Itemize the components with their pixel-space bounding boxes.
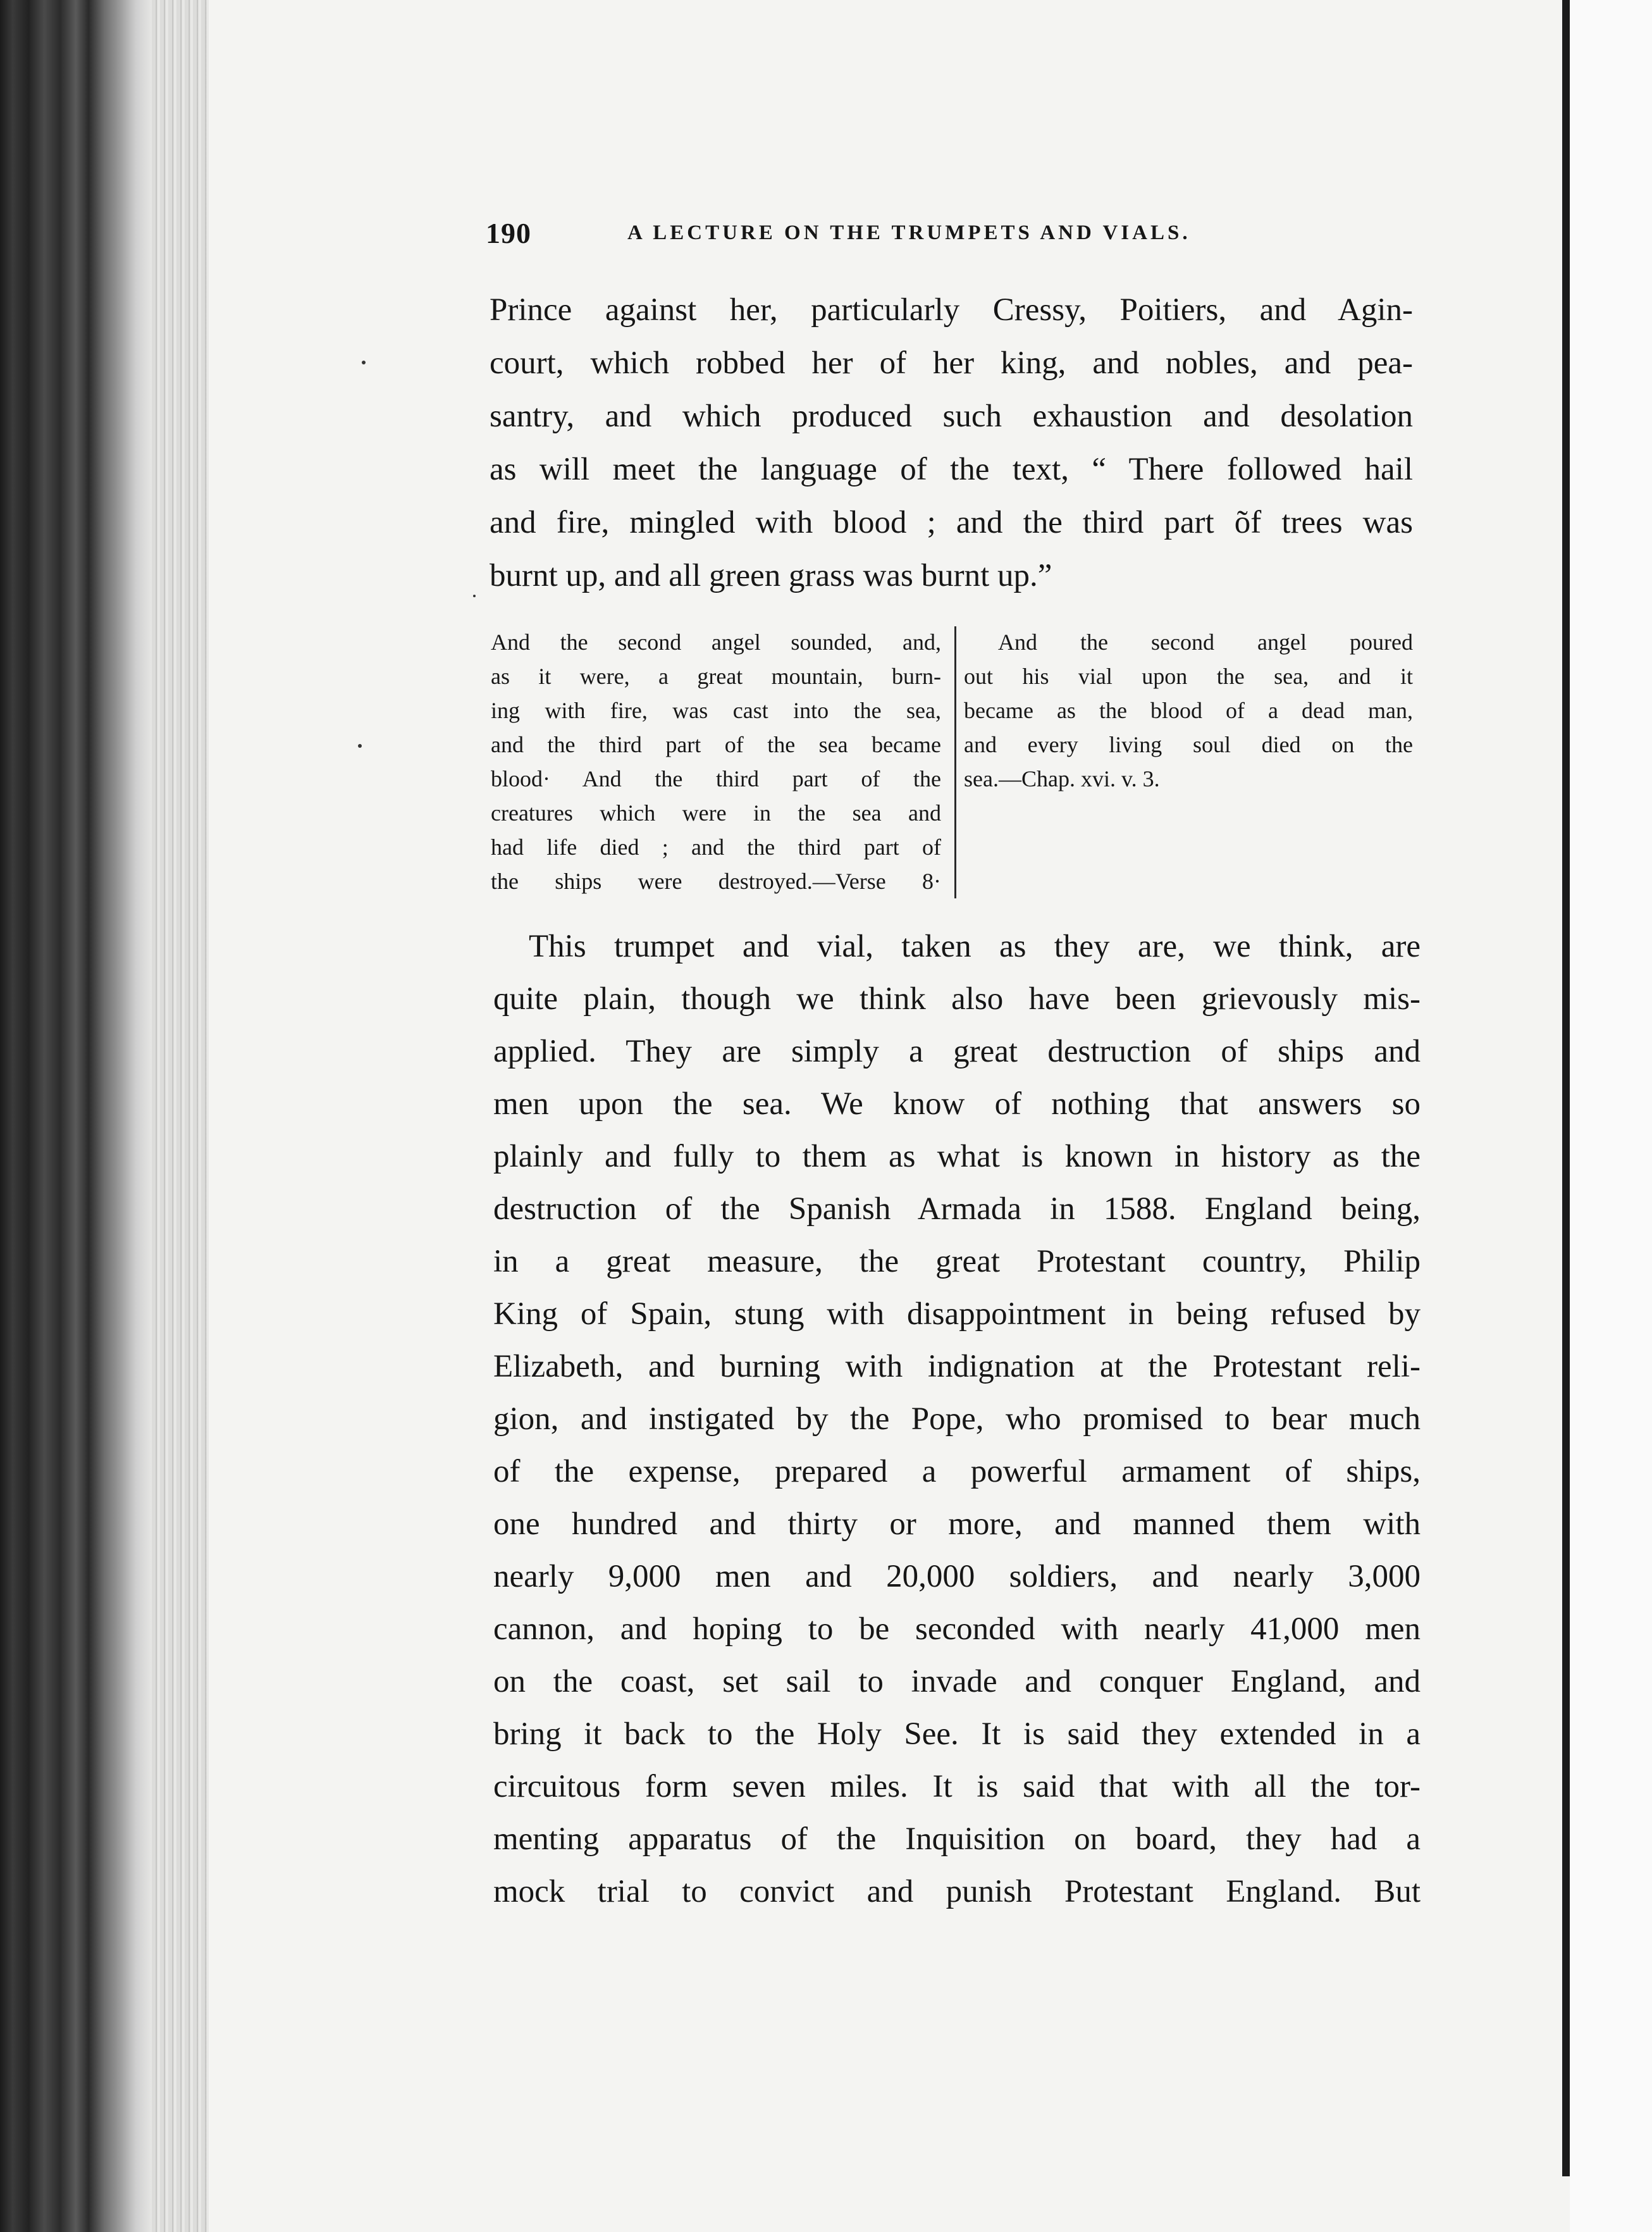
text-line: nearly 9,000 men and 20,000 soldiers, and nearly 3,000 — [493, 1559, 1421, 1594]
page-edges — [152, 0, 209, 2232]
page-header — [486, 216, 1271, 254]
column-line: creatures which were in the sea and — [491, 800, 941, 826]
text-line: gion, and instigated by the Pope, who promised to bear much — [493, 1401, 1421, 1437]
text-line: as will meet the language of the text, “ There followed hail — [490, 452, 1413, 487]
page-number: 190 — [486, 217, 531, 249]
page-edge-shadow — [1562, 0, 1570, 2176]
scan-margin — [1570, 0, 1652, 2232]
text-line: on the coast, set sail to invade and conquer England, and — [493, 1664, 1421, 1699]
text-line: applied. They are simply a great destruction of ships and — [493, 1034, 1421, 1069]
text-line: santry, and which produced such exhaustion and desolation — [490, 399, 1413, 434]
text-line: court, which robbed her of her king, and nobles, and pea- — [490, 345, 1413, 381]
print-speck — [473, 595, 476, 597]
column-line: and every living soul died on the — [964, 732, 1413, 757]
text-line: of the expense, prepared a powerful armament of ships, — [493, 1454, 1421, 1489]
text-line: in a great measure, the great Protestant country, Philip — [493, 1244, 1421, 1279]
text-line: mock trial to convict and punish Protestant England. But — [493, 1874, 1421, 1909]
column-line: as it were, a great mountain, burn- — [491, 664, 941, 689]
column-line: And the second angel poured — [998, 629, 1413, 655]
column-line: ing with fire, was cast into the sea, — [491, 698, 941, 723]
text-line: Prince against her, particularly Cressy, Poitiers, and Agin- — [490, 292, 1413, 328]
print-speck — [362, 361, 366, 364]
column-line: and the third part of the sea became — [491, 732, 941, 757]
column-line: the ships were destroyed.—Verse 8· — [491, 869, 941, 894]
text-line: burnt up, and all green grass was burnt up.” — [490, 558, 1052, 593]
column-line: And the second angel sounded, and, — [491, 629, 941, 655]
text-line: bring it back to the Holy See. It is said they extended in a — [493, 1716, 1421, 1752]
column-line: became as the blood of a dead man, — [964, 698, 1413, 723]
text-line: This trumpet and vial, taken as they are, we think, are — [529, 929, 1421, 964]
column-line: out his vial upon the sea, and it — [964, 664, 1413, 689]
text-line: Elizabeth, and burning with indignation at the Protestant reli- — [493, 1349, 1421, 1384]
text-line: destruction of the Spanish Armada in 1588. England being, — [493, 1191, 1421, 1227]
text-line: quite plain, though we think also have been grievously mis- — [493, 981, 1421, 1017]
column-line: had life died ; and the third part of — [491, 834, 941, 860]
column-divider — [954, 626, 956, 898]
text-line: circuitous form seven miles. It is said that with all the tor- — [493, 1769, 1421, 1804]
text-line: King of Spain, stung with disappointment in being refused by — [493, 1296, 1421, 1332]
print-speck — [358, 744, 362, 748]
text-line: one hundred and thirty or more, and manned them with — [493, 1506, 1421, 1542]
column-line: sea.—Chap. xvi. v. 3. — [964, 766, 1160, 791]
text-line: cannon, and hoping to be seconded with nearly 41,000 men — [493, 1611, 1421, 1647]
running-head: A LECTURE ON THE TRUMPETS AND VIALS. — [627, 221, 1191, 244]
text-line: menting apparatus of the Inquisition on board, they had a — [493, 1821, 1421, 1857]
text-line: plainly and fully to them as what is known in history as the — [493, 1139, 1421, 1174]
text-line: and fire, mingled with blood ; and the third part õf trees was — [490, 505, 1413, 540]
text-line: men upon the sea. We know of nothing that answers so — [493, 1086, 1421, 1122]
book-spine — [0, 0, 152, 2232]
column-line: blood· And the third part of the — [491, 766, 941, 791]
